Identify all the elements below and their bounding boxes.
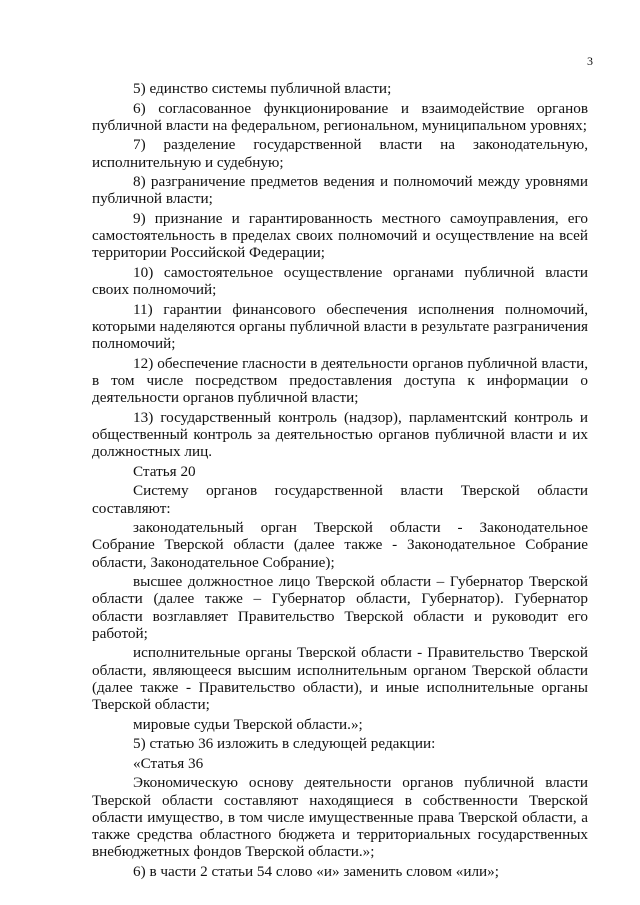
amendment-6-paragraph: 6) в части 2 статьи 54 слово «и» заменить словом «или»; <box>133 862 499 880</box>
article-36-heading: «Статья 36 <box>133 754 204 772</box>
executive-bodies-paragraph: исполнительные органы Тверской области - Правительство Тверской области, являющееся высшим исполнительным органом Тверской области (далее также - Правительство области), и иные исполнительные органы Тверской области; <box>92 644 588 713</box>
paragraph-item-13: 13) государственный контроль (надзор), парламентский контроль и общественный контроль за деятельностью органов публичной власти и их должностных лиц. <box>92 408 588 461</box>
paragraph-item-12: 12) обеспечение гласности в деятельности органов публичной власти, в том числе посредством предоставления доступа к информации о деятельности органов публичной власти; <box>92 354 588 407</box>
paragraph-item-9: 9) признание и гарантированность местного самоуправления, его самостоятельность в пределах своих полномочий и осуществление на всей территории Российской Федерации; <box>92 209 588 262</box>
article-20-heading: Статья 20 <box>133 462 196 480</box>
paragraph-item-8: 8) разграничение предметов ведения и полномочий между уровнями публичной власти; <box>92 173 588 208</box>
paragraph-item-5: 5) единство системы публичной власти; <box>133 80 392 97</box>
legislative-body-paragraph: законодательный орган Тверской области - Законодательное Собрание Тверской области (далее также - Законодательное Собрание области, Законодательное Собрание); <box>92 519 588 571</box>
page-number: 3 <box>587 54 593 68</box>
document-body <box>92 80 588 882</box>
amendment-5-paragraph: 5) статью 36 изложить в следующей редакции: <box>133 735 436 753</box>
article-20-intro: Систему органов государственной власти Тверской области составляют: <box>92 482 588 517</box>
paragraph-item-6: 6) согласованное функционирование и взаимодействие органов публичной власти на федеральном, региональном, муниципальном уровнях; <box>92 99 588 134</box>
governor-paragraph: высшее должностное лицо Тверской области – Губернатор Тверской области (далее также – Губернатор области, Губернатор). Губернатор области возглавляет Правительство Тверской области и руководит его работой; <box>92 573 588 642</box>
paragraph-item-11: 11) гарантии финансового обеспечения исполнения полномочий, которыми наделяются органы публичной власти в результате разграничения полномочий; <box>92 300 588 353</box>
paragraph-item-10: 10) самостоятельное осуществление органами публичной власти своих полномочий; <box>92 263 588 299</box>
magistrates-paragraph: мировые судьи Тверской области.»; <box>133 715 363 733</box>
article-36-body: Экономическую основу деятельности органов публичной власти Тверской области составляют находящиеся в собственности Тверской области имущество, в том числе имущественные права Тверской области, а также средства областного бюджета и территориальных государственных внебюджетных фондов Тверской области.»; <box>92 774 588 861</box>
paragraph-item-7: 7) разделение государственной власти на законодательную, исполнительную и судебную; <box>92 136 588 171</box>
